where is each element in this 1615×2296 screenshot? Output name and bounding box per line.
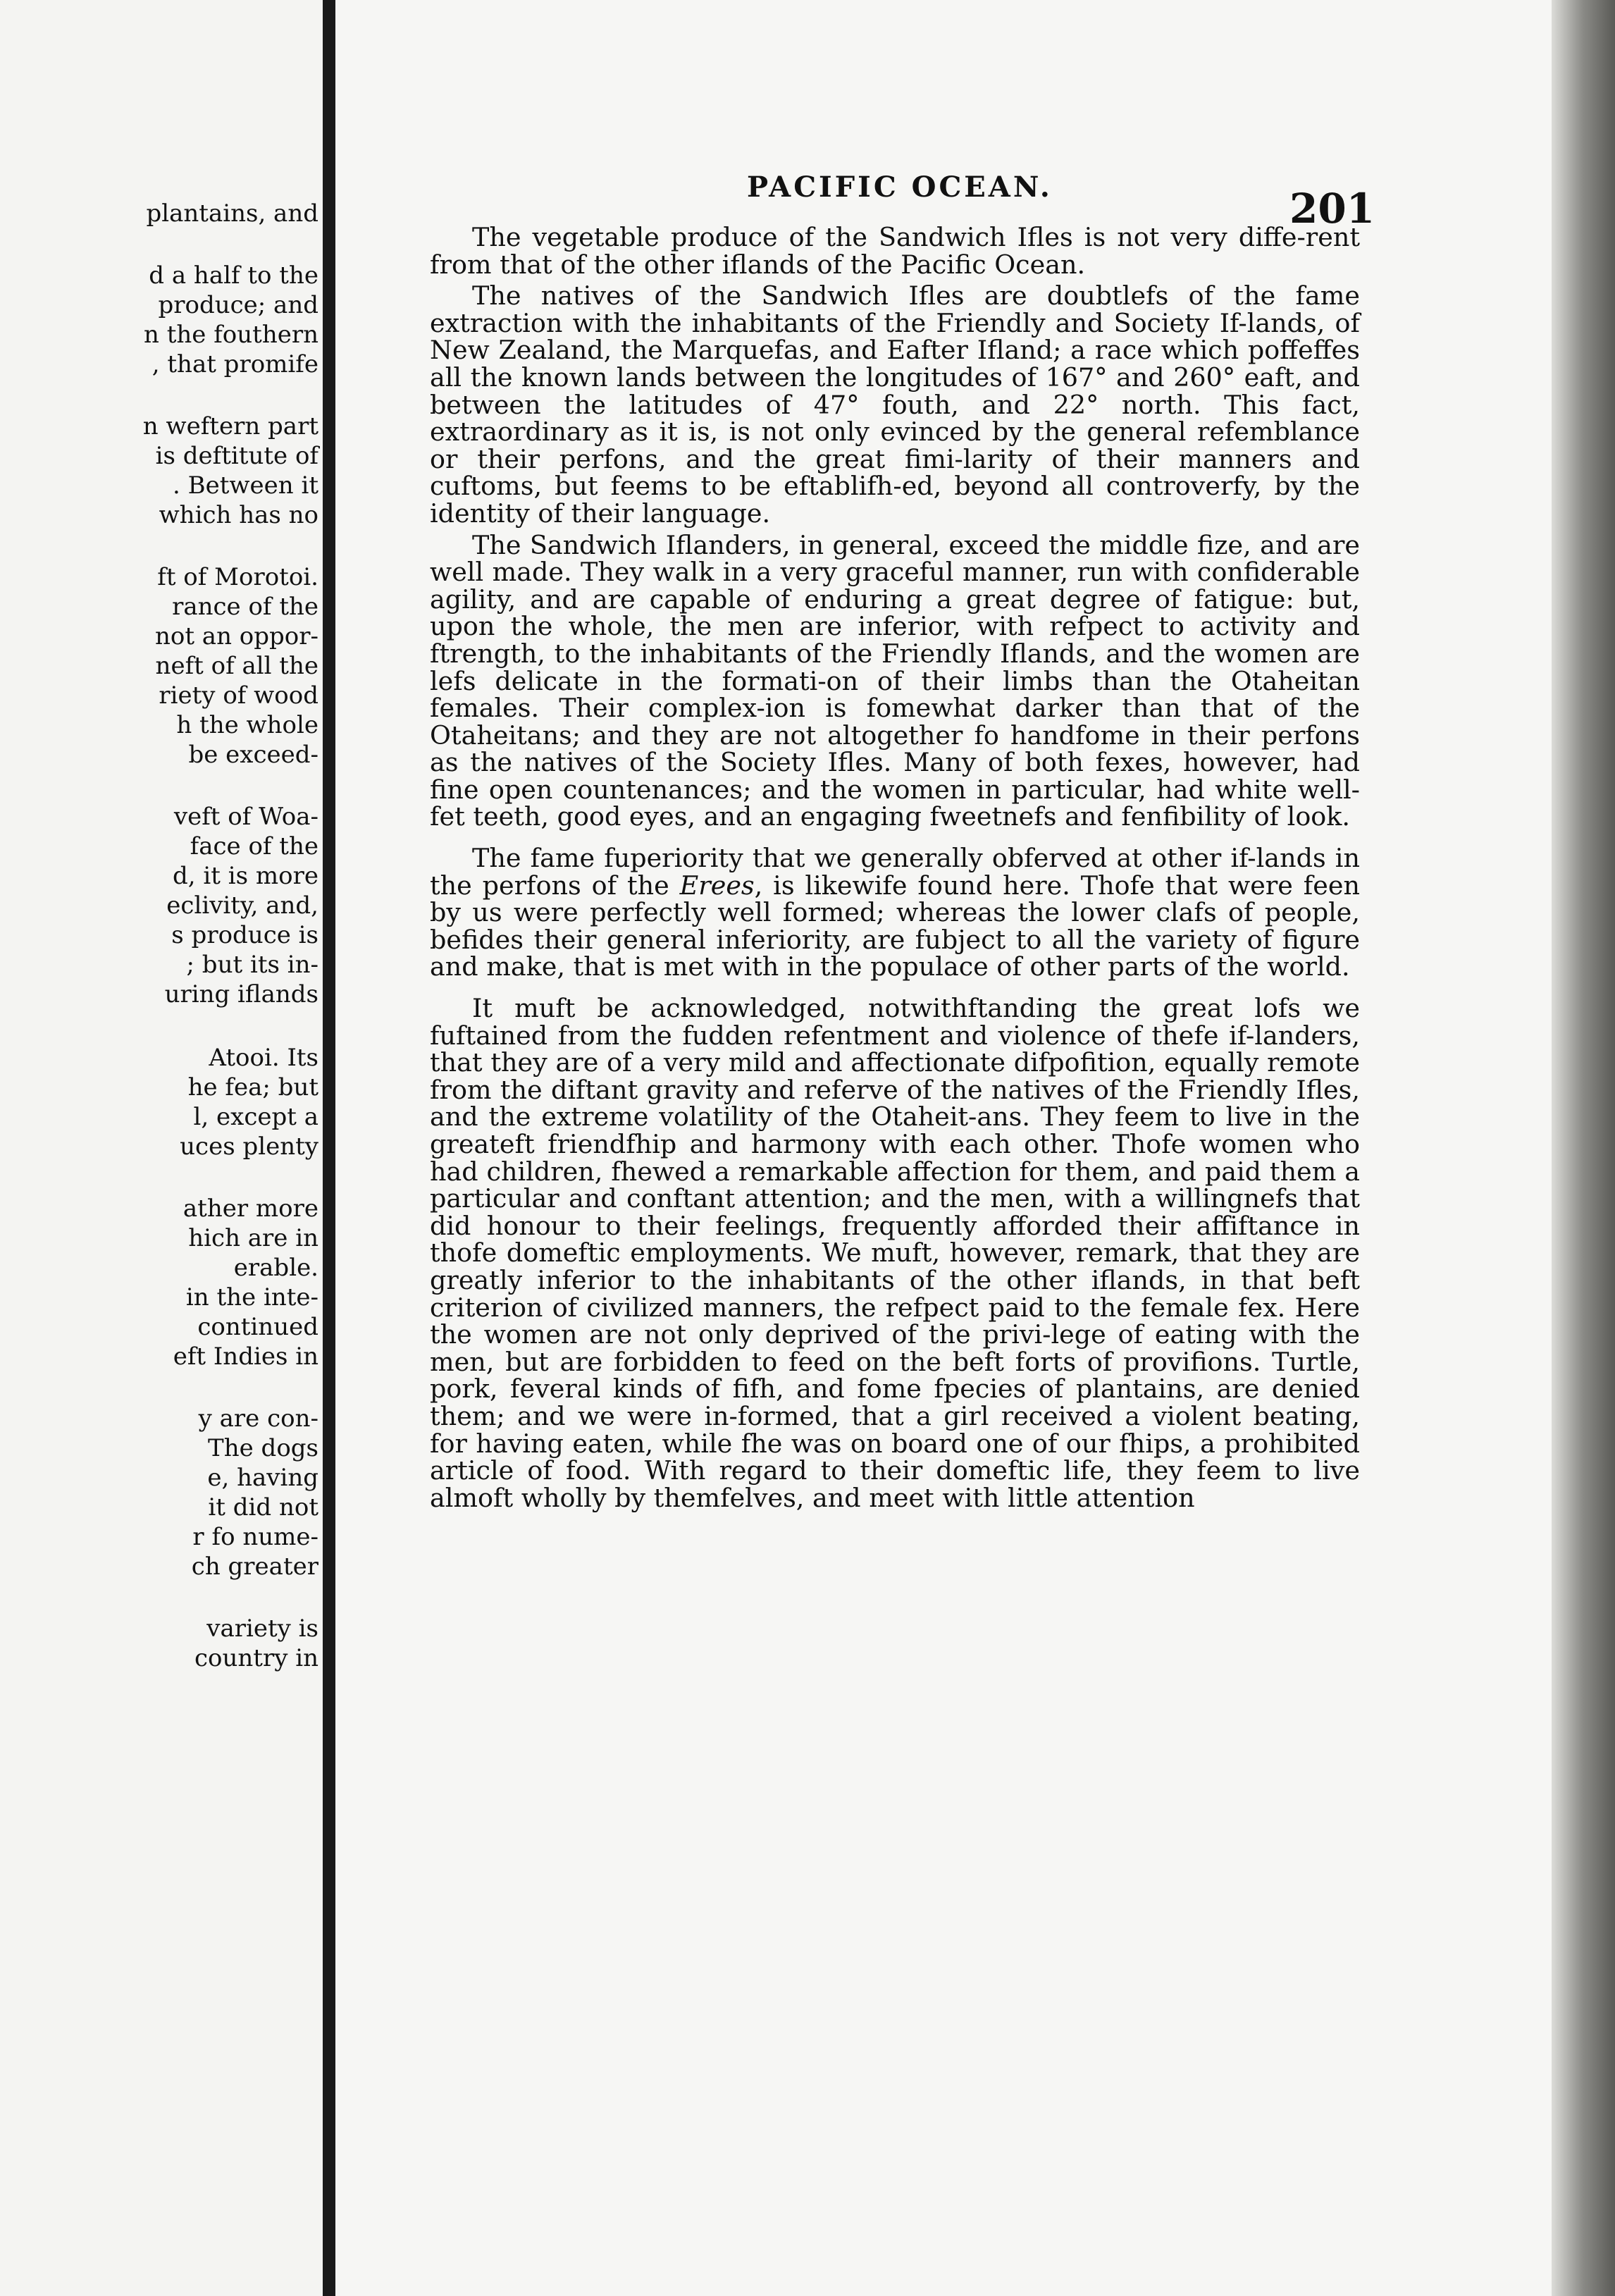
paragraph: The natives of the Sandwich Ifles are doubtlefs of the fame extraction with the inhabitants of the Friendly and Society If-lands, of New Zealand, the Marquefas, and Eafter Ifland; a race which poffeffes all the known lands between the longitudes of 167° and 260° eaft, and between the latitudes of 47° fouth, and 22° north. This fact, extraordinary as it is, is not only evinced by the general refemblance or their perfons, and the great fimi-larity of their manners and cuftoms, but feems to be eftablifh-ed, beyond all controverfy, by the identity of their language. bbox=[430, 280, 1360, 529]
left-page-line: d, it is more bbox=[173, 862, 318, 890]
left-page-line: country in bbox=[194, 1644, 318, 1672]
left-page-line: he fea; but bbox=[187, 1073, 318, 1101]
left-page-line: face of the bbox=[190, 832, 318, 860]
left-page-line: veft of Woa- bbox=[173, 803, 318, 831]
left-page-line: ch greater bbox=[191, 1553, 318, 1581]
left-page-line: l, except a bbox=[193, 1103, 318, 1131]
left-page-line: , that promife bbox=[151, 350, 318, 378]
left-page-line: neft of all the bbox=[155, 652, 318, 680]
left-page-line: y are con- bbox=[198, 1405, 318, 1433]
left-page-line: ft of Morotoi. bbox=[157, 563, 318, 591]
left-page-line: it did not bbox=[208, 1493, 318, 1522]
left-page-line: which has no bbox=[159, 501, 318, 529]
paragraph: It muft be acknowledged, notwithftanding the great lofs we fuftained from the fudden refentment and violence of thefe if-landers, that they are of a very mild and affectionate difpofition, equally remote from the diftant gravity and referve of the natives of the Friendly Ifles, and the extreme volatility of the Otaheit-ans. They feem to live in the greateft friendfhip and harmony with each other. Thofe women who had children, fhewed a remarkable affection for them, and paid them a particular and conftant attention; and the men, with a willingnefs that did honour to their feelings, frequently afforded their affiftance in thofe domeftic employments. We muft, however, remark, that they are greatly inferior to the inhabitants of the other iflands, in that beft criterion of civilized manners, the refpect paid to the female fex. Here the women are not only deprived of the privi-lege of eating with the men, but are forbidden to feed on the beft forts of provifions. Turtle, pork, feveral kinds of fifh, and fome fpecies of plantains, are denied them; and we were in-formed, that a girl received a violent beating, for having eaten, while fhe was on board one of our fhips, a prohibited article of food. With regard to their domeftic life, they feem to live almoft wholly by themfelves, and meet with little attention bbox=[430, 993, 1360, 1513]
left-page-line: eft Indies in bbox=[173, 1343, 318, 1371]
left-page-line: hich are in bbox=[188, 1224, 318, 1252]
left-page-line: uces plenty bbox=[180, 1132, 318, 1161]
left-page-line: Atooi. Its bbox=[209, 1044, 318, 1072]
paragraph-italic: Erees bbox=[679, 870, 755, 901]
left-page-line: produce; and bbox=[158, 291, 318, 319]
left-page-line: plantains, and bbox=[146, 199, 318, 228]
left-page-line: rance of the bbox=[172, 593, 318, 621]
left-page-line: n the fouthern bbox=[144, 321, 318, 349]
left-page-line: in the inte- bbox=[185, 1283, 318, 1311]
left-page-line: e, having bbox=[207, 1464, 318, 1492]
paragraph-text: The fame fuperiority that we generally obferved at other if-lands in the perfons of the bbox=[430, 843, 1360, 901]
paragraph bbox=[430, 845, 1360, 981]
left-page-line: s produce is bbox=[171, 921, 318, 949]
left-page-line: ; but its in- bbox=[186, 951, 318, 979]
left-page-line: d a half to the bbox=[149, 261, 318, 290]
left-page-line: r fo nume- bbox=[192, 1523, 318, 1551]
body-text bbox=[430, 224, 1360, 1512]
paragraph-text: , is likewife found here. Thofe that were feen by us were perfectly well formed; whereas the lower clafs of people, befides their general inferiority, are fubject to all the variety of figure and make, that is met with in the populace of other parts of the world. bbox=[430, 870, 1360, 982]
left-page-line: riety of wood bbox=[159, 681, 318, 710]
left-page-line: . Between it bbox=[173, 471, 318, 500]
paragraph: The vegetable produce of the Sandwich Ifles is not very diffe-rent from that of the other iflands of the Pacific Ocean. bbox=[430, 222, 1360, 280]
left-page-line: is deftitute of bbox=[155, 442, 318, 470]
left-page-line: continued bbox=[197, 1313, 318, 1341]
left-page-line: not an oppor- bbox=[154, 622, 318, 650]
page-edge-shadow bbox=[1552, 0, 1615, 2296]
book-gutter bbox=[323, 0, 335, 2296]
left-page-line: be exceed- bbox=[188, 741, 318, 769]
left-page-line: n weftern part bbox=[142, 412, 318, 440]
left-page-line: erable. bbox=[233, 1254, 318, 1282]
left-page-line: h the whole bbox=[176, 711, 318, 739]
page-number: 201 bbox=[1289, 185, 1375, 233]
left-page-fragment bbox=[0, 0, 323, 2296]
left-page-line: variety is bbox=[206, 1615, 318, 1643]
left-page-line: The dogs bbox=[208, 1434, 318, 1462]
paragraph: The Sandwich Iflanders, in general, exceed the middle fize, and are well made. They walk in a very graceful manner, run with confiderable agility, and are capable of enduring a great degree of fatigue: but, upon the whole, the men are inferior, with refpect to activity and ftrength, to the inhabitants of the Friendly Iflands, and the women are lefs delicate in the formati-on of their limbs than the Otaheitan females. Their complex-ion is fomewhat darker than that of the Otaheitans; and they are not altogether fo handfome in their perfons as the natives of the Society Ifles. Many of both fexes, however, had fine open countenances; and the women in particular, had white well-fet teeth, good eyes, and an engaging fweetnefs and fenfibility of look. bbox=[430, 529, 1360, 832]
left-page-line: ather more bbox=[182, 1195, 318, 1223]
left-page-line: uring iflands bbox=[164, 980, 318, 1008]
running-title: PACIFIC OCEAN. bbox=[747, 171, 1053, 204]
left-page-line: eclivity, and, bbox=[166, 891, 318, 920]
